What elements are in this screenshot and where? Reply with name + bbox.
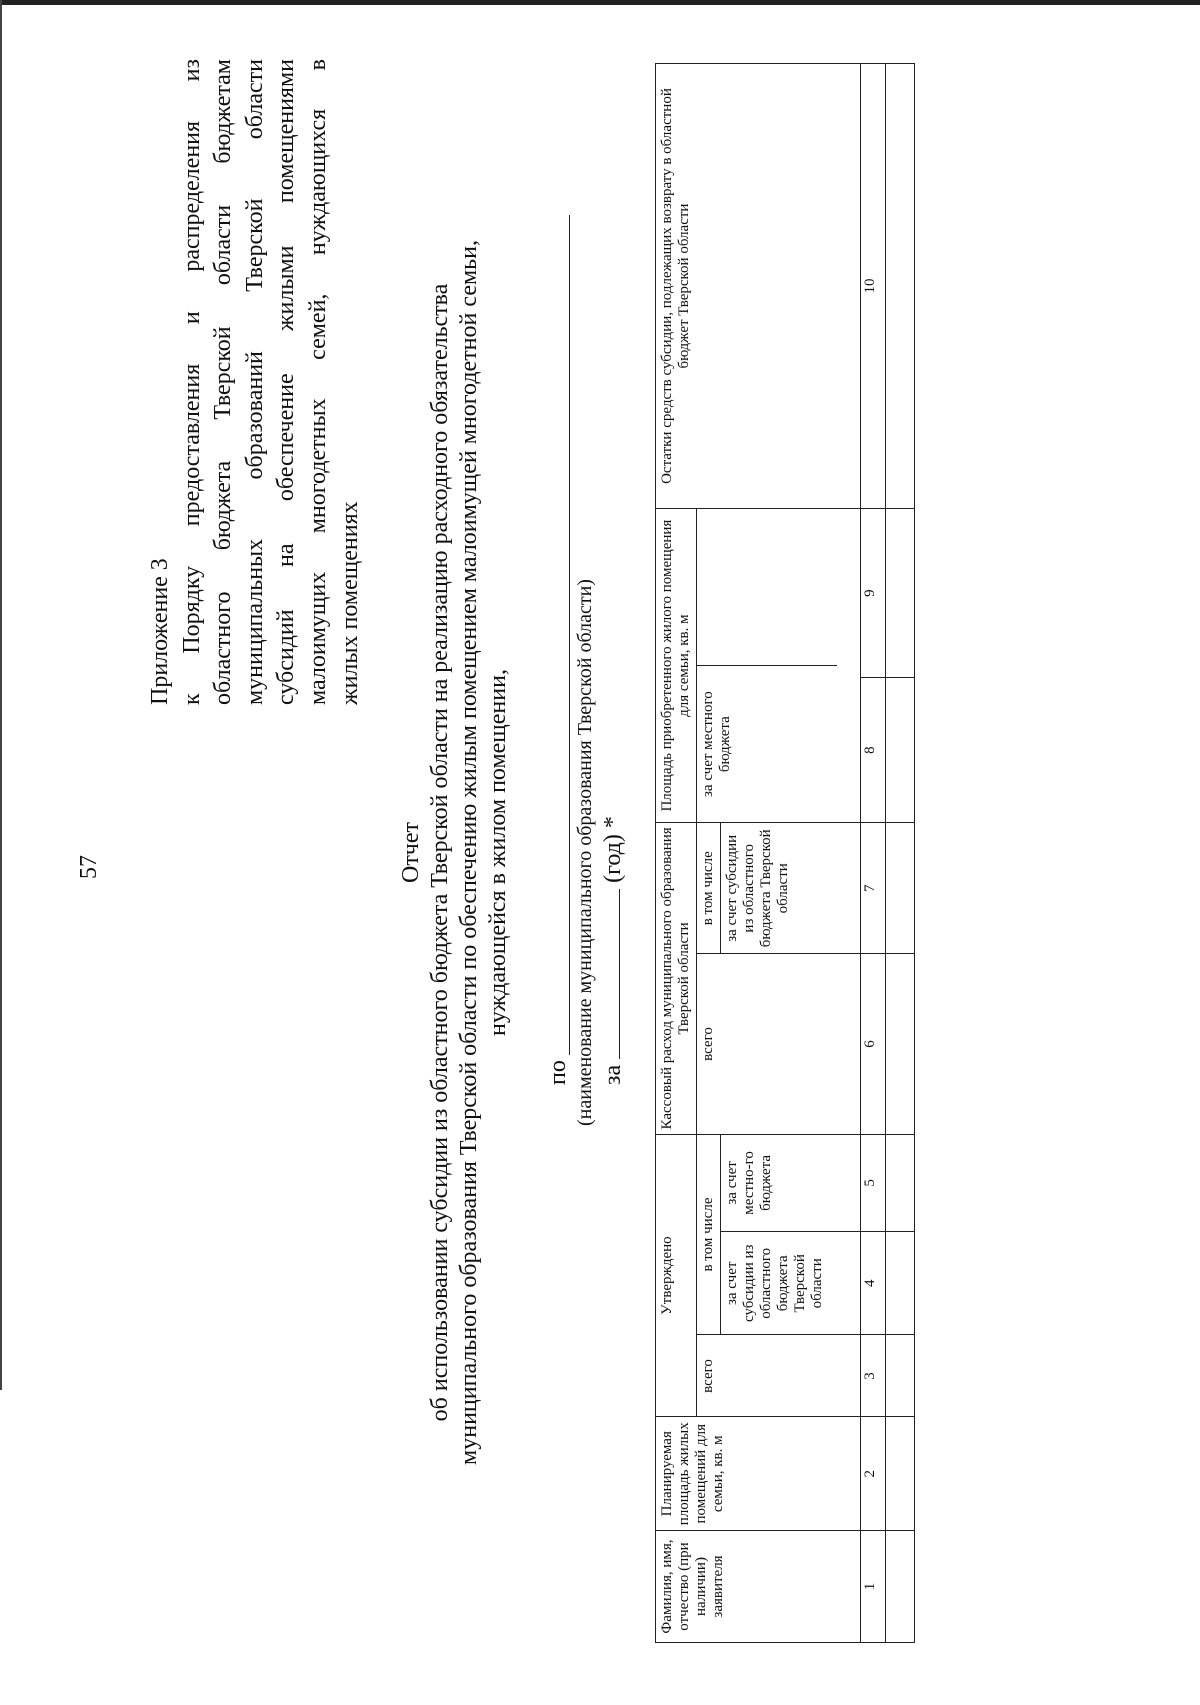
header-including: в том числе bbox=[697, 1134, 721, 1335]
table-number-row bbox=[861, 64, 886, 1643]
header-including-2: в том числе bbox=[697, 823, 721, 954]
report-title-line: нуждающейся в жилом помещении, bbox=[485, 669, 511, 1036]
header-approved: Утверждено bbox=[656, 1134, 697, 1417]
header-subsidy-2: за счет субсидии из областного бюджета Тверской области bbox=[721, 823, 861, 954]
col-number: 3 bbox=[861, 1335, 886, 1417]
table-header-row bbox=[656, 64, 697, 1643]
municipality-blank bbox=[569, 215, 570, 1055]
col-number: 4 bbox=[861, 1232, 886, 1335]
header-total: всего bbox=[697, 1335, 861, 1417]
year-label: (год) * bbox=[600, 816, 626, 883]
col-number: 2 bbox=[861, 1417, 886, 1531]
header-local-budget-2: за счет местного бюджета bbox=[697, 665, 837, 822]
table-cell bbox=[886, 1335, 915, 1417]
header-area-sub bbox=[697, 509, 861, 823]
col-number: 6 bbox=[861, 954, 886, 1134]
appendix-line: малоимущих многодетных семей, нуждающихся в bbox=[304, 59, 331, 705]
appendix-line: муниципальных образований Тверской области bbox=[241, 59, 268, 705]
appendix-line: к Порядку предоставления и распределения из bbox=[178, 59, 205, 705]
report-heading: Отчет bbox=[398, 821, 424, 884]
table-cell bbox=[886, 64, 915, 509]
report-title-line: муниципального образования Тверской области по обеспечению жилым помещением малоимущей многодетной семьи, bbox=[456, 240, 482, 1465]
year-blank bbox=[619, 889, 620, 1059]
report-table bbox=[655, 63, 915, 1643]
table-cell bbox=[886, 1134, 915, 1232]
za-label: за bbox=[600, 1064, 626, 1085]
year-line bbox=[600, 485, 627, 1085]
header-local-budget: за счет местно-го бюджета bbox=[721, 1134, 861, 1232]
table-cell bbox=[886, 509, 915, 678]
report-title bbox=[397, 0, 513, 1705]
header-applicant: Фамилия, имя, отчество (при наличии) заявителя bbox=[656, 1531, 861, 1643]
header-total-2: всего bbox=[697, 954, 861, 1134]
municipality-hint: (наименование муниципального образования Тверской области) bbox=[574, 579, 596, 1126]
table-cell bbox=[886, 954, 915, 1134]
table-cell bbox=[886, 823, 915, 954]
col-number: 7 bbox=[861, 823, 886, 954]
appendix-line: субсидий на обеспечение жилыми помещениями bbox=[273, 59, 300, 705]
appendix-header bbox=[145, 59, 366, 705]
table-cell bbox=[886, 1531, 915, 1643]
col-number: 5 bbox=[861, 1134, 886, 1232]
table-cell bbox=[886, 1232, 915, 1335]
col-number: 8 bbox=[861, 678, 886, 823]
header-remains: Остатки средств субсидии, подлежащих возврату в областной бюджет Тверской области bbox=[656, 64, 861, 509]
header-cash-expense: Кассовый расход муниципального образования Тверской области bbox=[656, 823, 697, 1134]
empty-cell bbox=[697, 509, 837, 665]
report-title-line: об использовании субсидии из областного бюджета Тверской области на реализацию расходного обязательства bbox=[427, 283, 453, 1422]
page-number: 57 bbox=[76, 855, 102, 879]
table-row bbox=[886, 64, 915, 1643]
header-subsidy: за счет субсидии из областного бюджета Тверской области bbox=[721, 1232, 861, 1335]
col-number: 10 bbox=[861, 64, 886, 509]
appendix-line: областного бюджета Тверской области бюджетам bbox=[210, 59, 237, 705]
col-number: 9 bbox=[861, 509, 886, 678]
municipality-line bbox=[545, 185, 572, 1085]
header-planned-area: Планируемая площадь жилых помещений для семьи, кв. м bbox=[656, 1417, 861, 1531]
appendix-heading: Приложение 3 bbox=[147, 558, 173, 705]
appendix-last-line: жилых помещениях bbox=[336, 501, 363, 705]
table-cell bbox=[886, 1417, 915, 1531]
header-area-bought: Площадь приобретенного жилого помещения для семьи, кв. м bbox=[656, 509, 697, 823]
table-cell bbox=[886, 678, 915, 823]
po-label: по bbox=[545, 1060, 571, 1085]
col-number: 1 bbox=[861, 1531, 886, 1643]
